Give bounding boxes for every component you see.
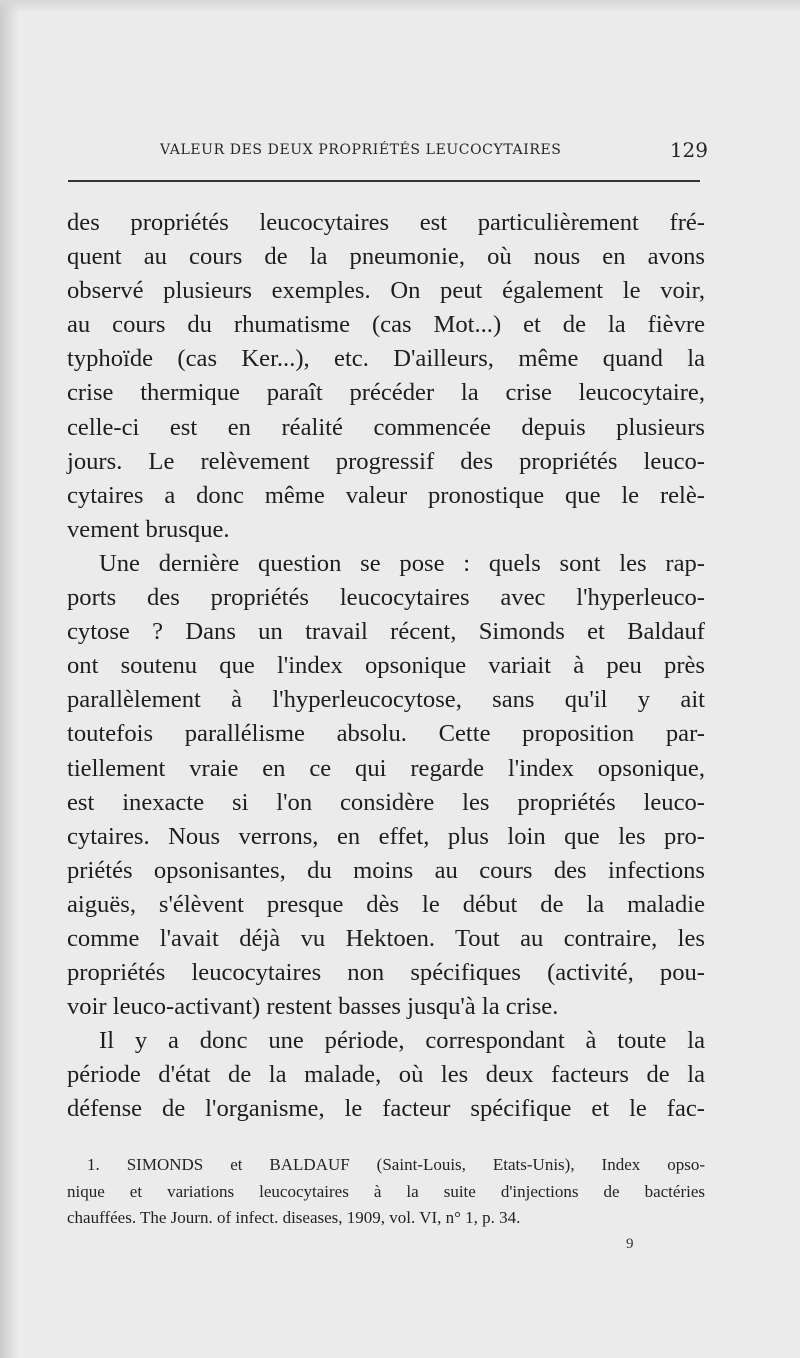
text-line: voir leuco-activant) restent basses jusqu'à la crise. xyxy=(67,993,559,1021)
paragraph-2 xyxy=(67,547,705,1024)
text-line: toutefois parallélisme absolu. Cette proposition par- xyxy=(67,720,705,748)
text-line: période d'état de la malade, où les deux facteurs de la xyxy=(67,1061,705,1089)
footnote xyxy=(67,1152,705,1232)
footnote-line: chauffées. The Journ. of infect. diseases, 1909, vol. VI, n° 1, p. 34. xyxy=(67,1208,521,1227)
text-line: aiguës, s'élèvent presque dès le début de la maladie xyxy=(67,890,705,918)
footnote-line: nique et variations leucocytaires à la suite d'injections de bactéries xyxy=(67,1181,705,1201)
text-line: ports des propriétés leucocytaires avec l'hyperleuco- xyxy=(67,584,705,612)
running-title: VALEUR DES DEUX PROPRIÉTÉS LEUCOCYTAIRES xyxy=(160,142,562,158)
text-line: au cours du rhumatisme (cas Mot...) et de la fièvre xyxy=(67,311,705,339)
text-line: typhoïde (cas Ker...), etc. D'ailleurs, même quand la xyxy=(67,345,705,373)
footnote-line: 1. SIMONDS et BALDAUF (Saint-Louis, Etats-Unis), Index opso- xyxy=(87,1155,705,1174)
text-line: cytaires. Nous verrons, en effet, plus loin que les pro- xyxy=(67,822,705,850)
body-text xyxy=(67,206,705,1127)
text-line: vement brusque. xyxy=(67,515,230,543)
header-rule xyxy=(68,180,700,182)
paragraph-3 xyxy=(67,1024,705,1126)
text-line: crise thermique paraît précéder la crise leucocytaire, xyxy=(67,379,705,407)
text-line: observé plusieurs exemples. On peut également le voir, xyxy=(67,277,705,305)
text-line: cytaires a donc même valeur pronostique que le relè- xyxy=(67,481,705,509)
page-edge-shadow-top xyxy=(0,0,800,12)
text-line: des propriétés leucocytaires est particulièrement fré- xyxy=(67,209,705,236)
text-line: Une dernière question se pose : quels sont les rap- xyxy=(99,549,705,577)
text-line: défense de l'organisme, le facteur spécifique et le fac- xyxy=(67,1095,705,1123)
page-edge-shadow-left xyxy=(0,0,18,1358)
page-number: 129 xyxy=(669,138,708,162)
signature-mark: 9 xyxy=(626,1236,634,1252)
text-line: cytose ? Dans un travail récent, Simonds et Baldauf xyxy=(67,618,705,646)
text-line: tiellement vraie en ce qui regarde l'index opsonique, xyxy=(67,754,705,782)
paragraph-1 xyxy=(67,206,705,547)
text-line: parallèlement à l'hyperleucocytose, sans qu'il y ait xyxy=(67,686,705,714)
text-line: propriétés leucocytaires non spécifiques (activité, pou- xyxy=(67,959,705,987)
text-line: ont soutenu que l'index opsonique variait à peu près xyxy=(67,652,705,680)
text-line: celle-ci est en réalité commencée depuis plusieurs xyxy=(67,413,705,441)
text-line: est inexacte si l'on considère les propriétés leuco- xyxy=(67,788,705,816)
text-line: jours. Le relèvement progressif des propriétés leuco- xyxy=(67,447,705,475)
text-line: priétés opsonisantes, du moins au cours des infections xyxy=(67,856,705,884)
text-line: comme l'avait déjà vu Hektoen. Tout au contraire, les xyxy=(67,924,705,952)
text-line: quent au cours de la pneumonie, où nous en avons xyxy=(67,243,705,271)
running-head xyxy=(68,138,708,168)
text-line: Il y a donc une période, correspondant à toute la xyxy=(99,1027,705,1055)
